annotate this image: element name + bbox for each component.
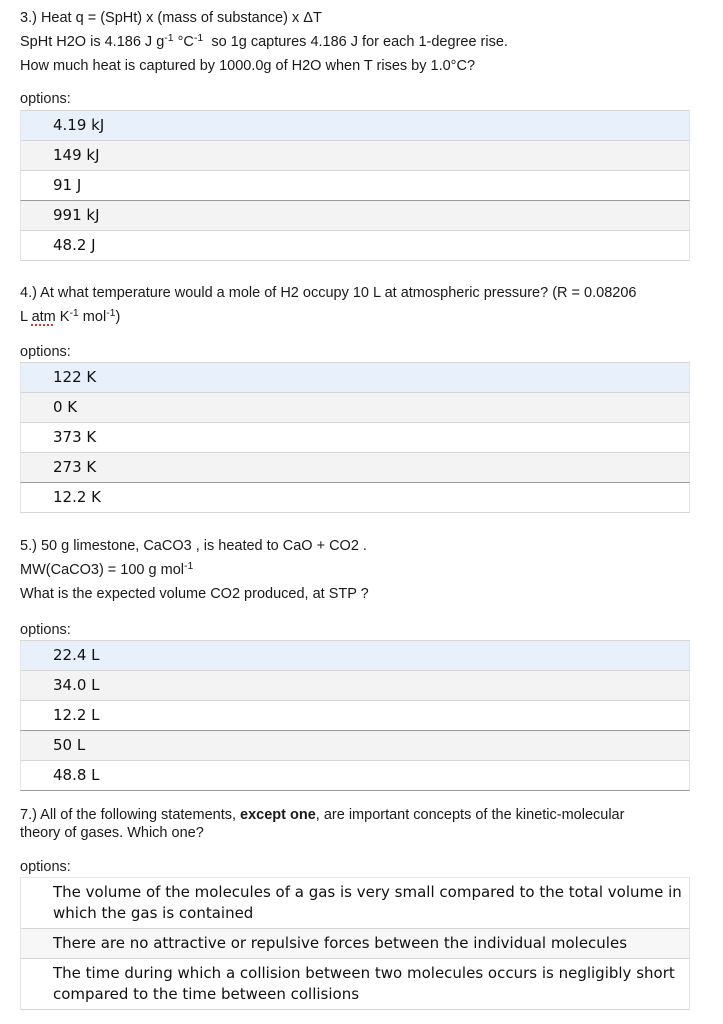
option-item[interactable]: 149 kJ bbox=[20, 141, 690, 171]
question-7-options bbox=[20, 877, 690, 1010]
question-4-options bbox=[20, 362, 690, 513]
question-3 bbox=[20, 6, 690, 78]
option-item[interactable]: There are no attractive or repulsive forces between the individual molecules bbox=[20, 929, 690, 959]
question-5-line-2: MW(CaCO3) = 100 g mol$^{-1}$ bbox=[20, 560, 194, 578]
option-item[interactable]: 91 J bbox=[20, 171, 690, 201]
question-3-line-3: How much heat is captured by 1000.0g of H2O when T rises by 1.0°C? bbox=[20, 58, 476, 74]
options-label: options: bbox=[20, 859, 71, 875]
question-4-line-2: L atm $K^{-1}$ mol$^{-1}$) bbox=[20, 307, 121, 325]
option-item[interactable]: 0 K bbox=[20, 393, 690, 423]
option-item[interactable]: 12.2 K bbox=[20, 483, 690, 513]
options-label: options: bbox=[20, 622, 71, 638]
option-item[interactable]: 48.8 L bbox=[20, 761, 690, 791]
question-3-line-1: 3.) Heat q = (SpHt) x (mass of substance) x ΔT bbox=[20, 10, 322, 26]
question-3-line-2: SpHt H2O is 4.186 J $g^{-1}$ $^\circ C^{-1}$ so 1g captures 4.186 J for each 1-degree rise. bbox=[20, 32, 508, 50]
question-7 bbox=[20, 806, 690, 842]
option-item[interactable]: 4.19 kJ bbox=[20, 111, 690, 141]
option-item[interactable]: 50 L bbox=[20, 731, 690, 761]
option-item[interactable]: 48.2 J bbox=[20, 231, 690, 261]
option-item[interactable]: 273 K bbox=[20, 453, 690, 483]
question-7-line-2: theory of gases. Which one? bbox=[20, 825, 204, 841]
question-4-line-1: 4.) At what temperature would a mole of H2 occupy 10 L at atmospheric pressure? (R = 0.08206 bbox=[20, 285, 637, 301]
option-item[interactable]: 12.2 L bbox=[20, 701, 690, 731]
question-5 bbox=[20, 534, 690, 606]
option-item[interactable]: The time during which a collision between two molecules occurs is negligibly short compared to the time between collisions bbox=[20, 959, 690, 1010]
option-item[interactable]: 373 K bbox=[20, 423, 690, 453]
question-5-options bbox=[20, 640, 690, 791]
option-item[interactable]: 22.4 L bbox=[20, 641, 690, 671]
question-4 bbox=[20, 281, 690, 329]
options-label: options: bbox=[20, 344, 71, 360]
option-item[interactable]: 34.0 L bbox=[20, 671, 690, 701]
question-7-line-1: 7.) All of the following statements, except one, are important concepts of the kinetic-molecular bbox=[20, 807, 625, 823]
question-3-options bbox=[20, 110, 690, 261]
option-item[interactable]: 122 K bbox=[20, 363, 690, 393]
options-label: options: bbox=[20, 91, 71, 107]
option-item[interactable]: The volume of the molecules of a gas is very small compared to the total volume in which the gas is contained bbox=[20, 878, 690, 929]
option-item[interactable]: 991 kJ bbox=[20, 201, 690, 231]
question-5-line-3: What is the expected volume CO2 produced, at STP ? bbox=[20, 586, 369, 602]
question-5-line-1: 5.) 50 g limestone, CaCO3 , is heated to CaO + CO2 . bbox=[20, 538, 367, 554]
